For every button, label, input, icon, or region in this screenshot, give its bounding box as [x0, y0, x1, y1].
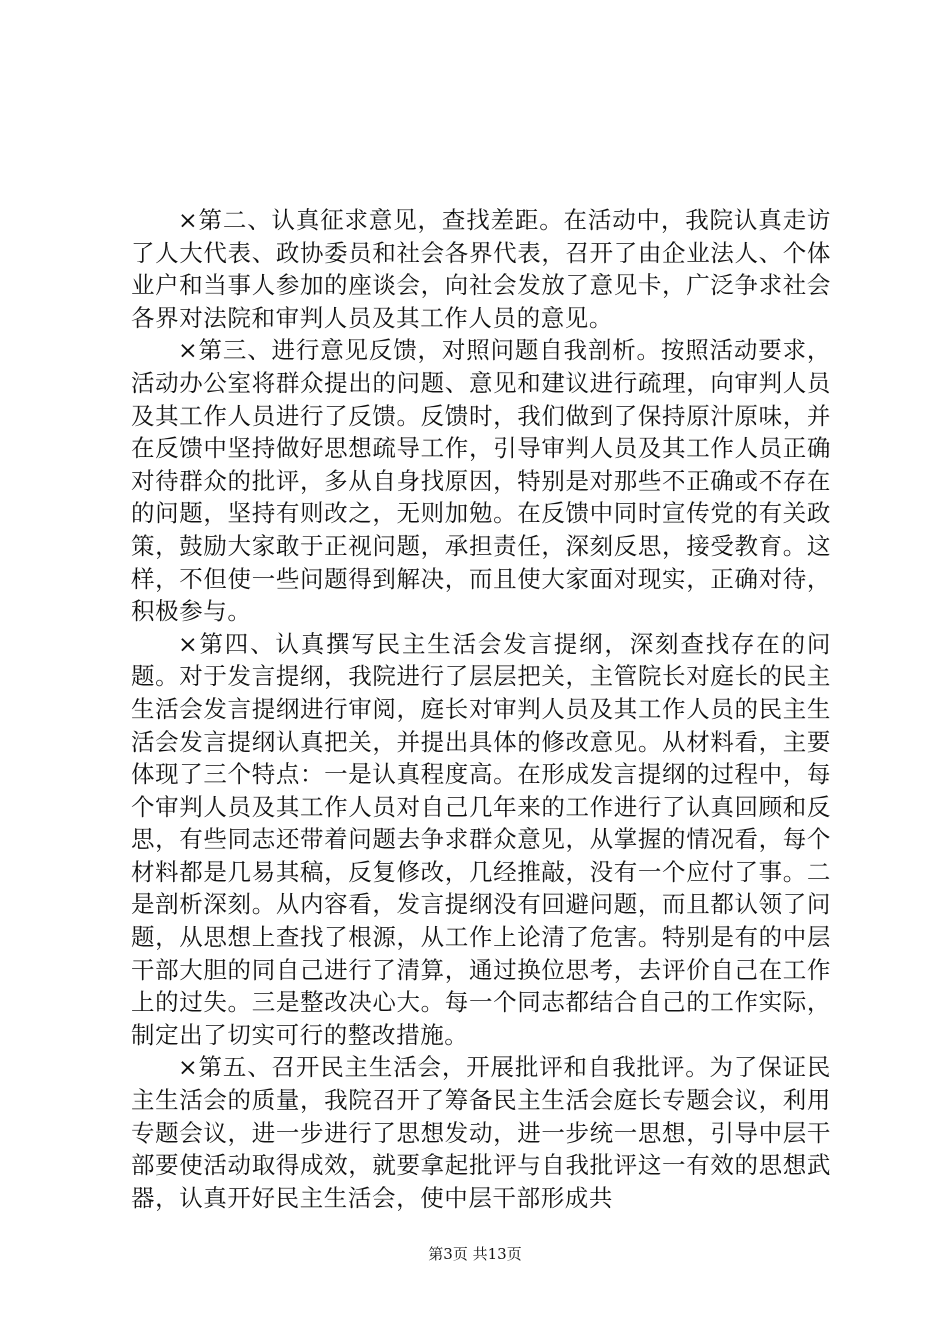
paragraph-4: ×第四、认真撰写民主生活会发言提纲，深刻查找存在的问题。对于发言提纲，我院进行了层层把关，主管院长对庭长的民主生活会发言提纲进行审阅，庭长对审判人员及其工作人员的民主生活会发言提纲认真把关，并提出具体的修改意见。从材料看，主要体现了三个特点：一是认真程度高。在形成发言提纲的过程中，每个审判人员及其工作人员对自己几年来的工作进行了认真回顾和反思，有些同志还带着问题去争求群众意见，从掌握的情况看，每个材料都是几易其稿，反复修改，几经推敲，没有一个应付了事。二是剖析深刻。从内容看，发言提纲没有回避问题，而且都认领了问题，从思想上查找了根源，从工作上论清了危害。特别是有的中层干部大胆的同自己进行了清算，通过换位思考，去评价自己在工作上的过失。三是整改决心大。每一个同志都结合自己的工作实际，制定出了切实可行的整改措施。	[131, 629, 831, 1049]
paragraph-5: ×第五、召开民主生活会，开展批评和自我批评。为了保证民主生活会的质量，我院召开了筹备民主生活会庭长专题会议，利用专题会议，进一步进行了思想发动，进一步统一思想，引导中层干部要使活动取得成效，就要拿起批评与自我批评这一有效的思想武器，认真开好民主生活会，使中层干部形成共	[131, 1053, 831, 1212]
page-footer: 第3页 共13页	[428, 1245, 522, 1263]
document-body	[131, 204, 831, 1214]
paragraph-2: ×第二、认真征求意见，查找差距。在活动中，我院认真走访了人大代表、政协委员和社会各界代表，召开了由企业法人、个体业户和当事人参加的座谈会，向社会发放了意见卡，广泛争求社会各界对法院和审判人员及其工作人员的意见。	[131, 206, 831, 332]
paragraph-3: ×第三、进行意见反馈，对照问题自我剖析。按照活动要求，活动办公室将群众提出的问题、意见和建议进行疏理，向审判人员及其工作人员进行了反馈。反馈时，我们做到了保持原汁原味，并在反馈中坚持做好思想疏导工作，引导审判人员及其工作人员正确对待群众的批评，多从自身找原因，特别是对那些不正确或不存在的问题，坚持有则改之，无则加勉。在反馈中同时宣传党的有关政策，鼓励大家敢于正视问题，承担责任，深刻反思，接受教育。这样，不但使一些问题得到解决，而且使大家面对现实，正确对待，积极参与。	[131, 336, 831, 626]
